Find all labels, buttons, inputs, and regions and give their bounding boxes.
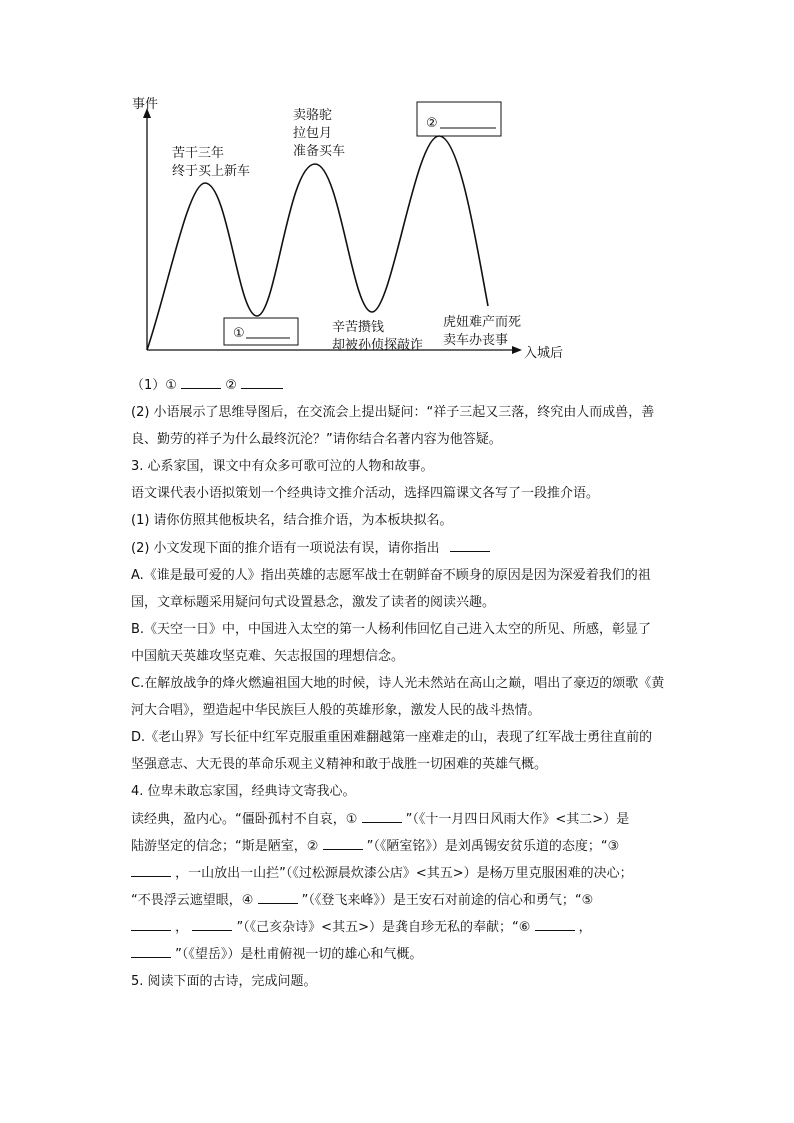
answer-blank-2[interactable] — [241, 374, 283, 389]
poem-blank-4[interactable] — [258, 889, 298, 904]
q3-sub1: (1) 请你仿照其他板块名，结合推介语，为本板块拟名。 — [131, 513, 453, 529]
q4-line4: “不畏浮云遮望眼，④ ”（《登飞来峰》）是王安石对前途的信心和勇气；“⑤ — [131, 887, 711, 914]
plot-diagram — [110, 88, 580, 370]
q4-line1: 读经典，盈内心。“僵卧孤村不自哀，① ”（《十一月四日风雨大作》<其二>）是 — [131, 806, 711, 833]
end-line1: 虎妞难产而死 — [443, 315, 522, 330]
q5-heading: 5. 阅读下面的古诗，完成问题。 — [131, 974, 317, 990]
poem-blank-3[interactable] — [131, 862, 171, 877]
q4-heading: 4. 位卑未敢忘家国，经典诗文寄我心。 — [131, 784, 356, 800]
q4-line3: ，一山放出一山拦”（《过松源晨炊漆公店》<其五>）是杨万里克服困难的决心； — [131, 860, 711, 887]
option-b-line2: 中国航天英雄攻坚克难、矢志报国的理想信念。 — [131, 648, 405, 664]
answer-blank-q3[interactable] — [450, 537, 490, 552]
peak2-line2: 拉包月 — [293, 126, 333, 141]
q3-sub2: (2) 小文发现下面的推介语有一项说法有误，请你指出 — [131, 535, 711, 562]
option-b-line1: B.《天空一日》中，中国进入太空的第一人杨利伟回忆自己进入太空的所见、所感，彰显了 — [131, 621, 652, 637]
y-axis-label: 事件 — [132, 97, 159, 112]
poem-blank-2[interactable] — [323, 835, 363, 850]
end-line2: 卖车办丧事 — [443, 333, 509, 348]
q3-intro: 语文课代表小语拟策划一个经典诗文推介活动，选择四篇课文各写了一段推介语。 — [131, 486, 600, 502]
poem-blank-5b[interactable] — [192, 916, 232, 931]
q2-line2: 良、勤劳的祥子为什么最终沉沦？”请你结合名著内容为他答疑。 — [131, 432, 502, 448]
option-d-line2: 坚强意志、大无畏的革命乐观主义精神和敢于战胜一切困难的英雄气概。 — [131, 757, 548, 773]
q4-line5: ， ”（《己亥杂诗》<其五>）是龚自珍无私的奉献；“⑥ ， — [131, 914, 711, 941]
q1-answers: （1）① ② — [131, 372, 711, 399]
poem-blank-5a[interactable] — [131, 916, 171, 931]
answer-blank-1[interactable] — [181, 374, 221, 389]
poem-blank-6b[interactable] — [131, 943, 171, 958]
valley2-line1: 辛苦攒钱 — [332, 320, 385, 335]
x-axis-label: 入城后 — [524, 346, 564, 361]
option-a-line2: 国，文章标题采用疑问句式设置悬念，激发了读者的阅读兴趣。 — [131, 594, 496, 610]
peak1-line1: 苦干三年 — [172, 146, 225, 161]
option-c-line1: C.在解放战争的烽火燃遍祖国大地的时候，诗人光未然站在高山之巅，唱出了豪迈的颂歌《黄 — [131, 676, 665, 692]
q2-line1: (2) 小语展示了思维导图后，在交流会上提出疑问：“祥子三起又三落，终究由人而成兽，善 — [131, 405, 655, 421]
peak2-line3: 准备买车 — [293, 144, 346, 159]
q4-line2: 陆游坚定的信念；“斯是陋室，② ”（《陋室铭》）是刘禹锡安贫乐道的态度；“③ — [131, 833, 711, 860]
box1-marker: ① — [233, 326, 245, 341]
peak1-line2: 终于买上新车 — [172, 164, 251, 179]
x-axis-arrow — [512, 346, 522, 354]
box2-marker: ② — [426, 116, 438, 131]
valley2-line2: 却被孙侦探敲诈 — [332, 338, 424, 353]
poem-blank-1[interactable] — [362, 808, 402, 823]
peak2-line1: 卖骆驼 — [293, 108, 333, 123]
option-a-line1: A.《谁是最可爱的人》指出英雄的志愿军战士在朝鲜奋不顾身的原因是因为深爱着我们的祖 — [131, 567, 651, 583]
q4-line6: ”（《望岳》）是杜甫俯视一切的雄心和气概。 — [131, 941, 711, 968]
option-d-line1: D.《老山界》写长征中红军克服重重困难翻越第一座难走的山，表现了红军战士勇往直前的 — [131, 730, 653, 746]
poem-blank-6a[interactable] — [535, 916, 575, 931]
question-text — [131, 372, 711, 995]
option-c-line2: 河大合唱》，塑造起中华民族巨人般的英雄形象，激发人民的战斗热情。 — [131, 703, 541, 719]
q3-heading: 3. 心系家国，课文中有众多可歌可泣的人物和故事。 — [131, 459, 434, 475]
